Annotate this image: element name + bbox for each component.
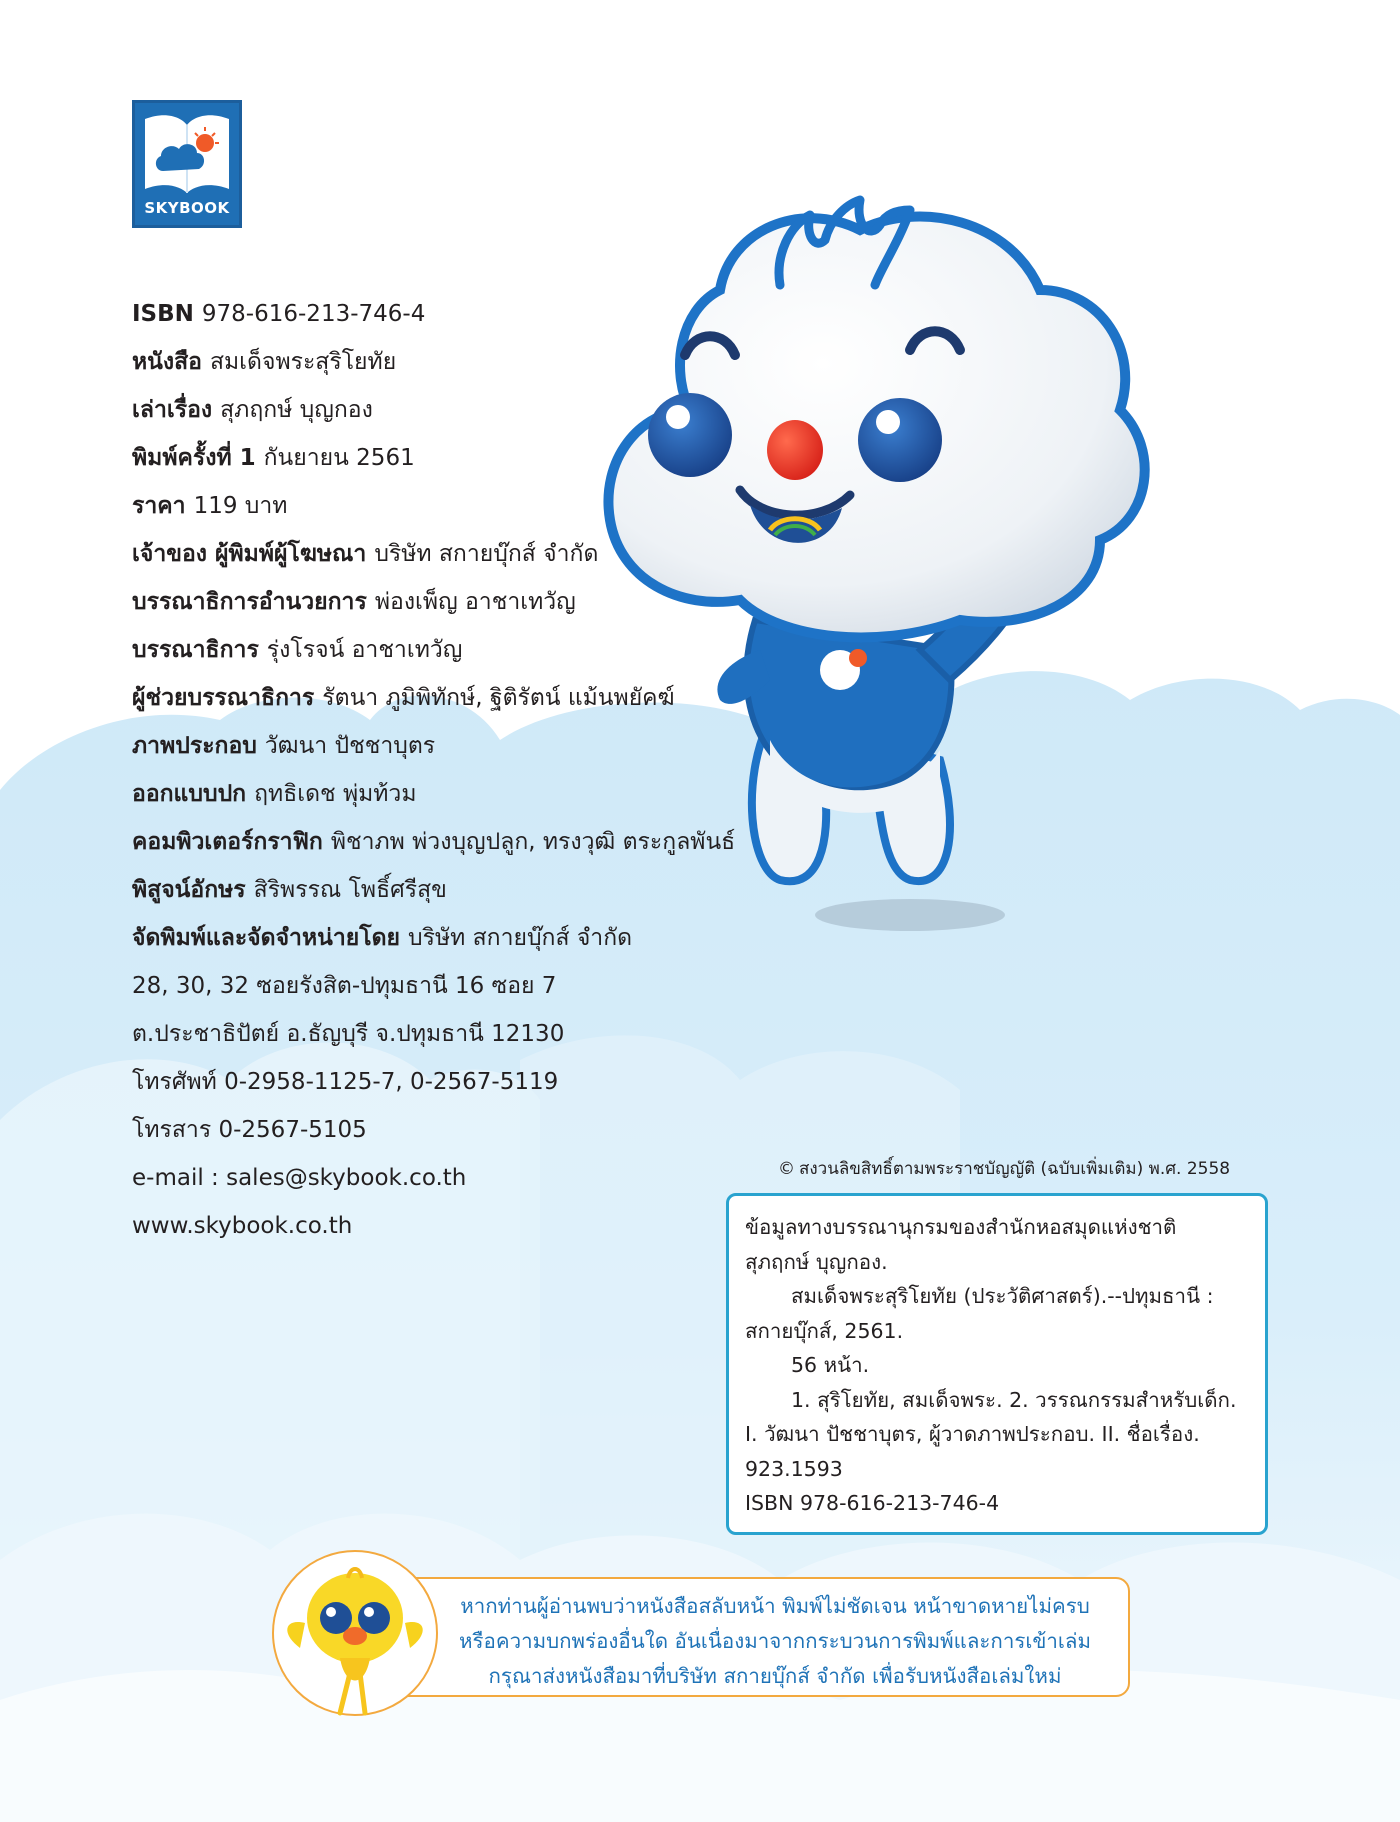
credit-label: หนังสือ bbox=[132, 349, 202, 375]
phone-line: โทรศัพท์ 0-2958-1125-7, 0-2567-5119 bbox=[132, 1069, 559, 1095]
credit-value: ฤทธิเดช พุ่มท้วม bbox=[254, 781, 417, 807]
cip-line: ISBN 978-616-213-746-4 bbox=[745, 1491, 1000, 1515]
cip-line: สกายบุ๊กส์, 2561. bbox=[745, 1318, 904, 1343]
cip-line: 923.1593 bbox=[745, 1456, 843, 1481]
credit-label: ราคา bbox=[132, 493, 186, 519]
credit-cover-design bbox=[132, 770, 735, 818]
cataloging-in-publication-box bbox=[726, 1193, 1268, 1535]
fax-line: โทรสาร 0-2567-5105 bbox=[132, 1117, 367, 1143]
credit-author bbox=[132, 386, 735, 434]
credit-isbn bbox=[132, 290, 735, 338]
logo-text: SKYBOOK bbox=[144, 199, 230, 217]
cip-line: I. วัฒนา ปัชชาบุตร, ผู้วาดภาพประกอบ. II. ชื่อเรื่อง. bbox=[745, 1422, 1200, 1446]
credit-value: รุ่งโรจน์ อาชาเทวัญ bbox=[266, 637, 463, 663]
notice-line: หรือความบกพร่องอื่นใด อันเนื่องมาจากกระบวนการพิมพ์และการเข้าเล่ม bbox=[459, 1629, 1091, 1653]
credit-value: สิริพรรณ โพธิ์ศรีสุข bbox=[253, 877, 447, 903]
address-line: ต.ประชาธิปัตย์ อ.ธัญบุรี จ.ปทุมธานี 12130 bbox=[132, 1021, 565, 1047]
website-line: www.skybook.co.th bbox=[132, 1213, 353, 1239]
credit-label: บรรณาธิการอำนวยการ bbox=[132, 589, 367, 615]
credit-label: พิมพ์ครั้งที่ 1 bbox=[132, 445, 256, 471]
credit-editor bbox=[132, 626, 735, 674]
credit-value: สมเด็จพระสุริโยทัย bbox=[209, 349, 397, 375]
credit-label: เจ้าของ ผู้พิมพ์ผู้โฆษณา bbox=[132, 541, 367, 567]
credit-distributor bbox=[132, 914, 735, 962]
address-line: 28, 30, 32 ซอยรังสิต-ปทุมธานี 16 ซอย 7 bbox=[132, 973, 557, 999]
credit-value: พ่องเพ็ญ อาชาเทวัญ bbox=[374, 589, 576, 615]
credit-label: ออกแบบปก bbox=[132, 781, 247, 807]
credit-book-title bbox=[132, 338, 735, 386]
cip-line: 56 หน้า. bbox=[791, 1353, 870, 1377]
credit-value: สุภฤกษ์ บุญกอง bbox=[220, 397, 373, 423]
credit-edition bbox=[132, 434, 735, 482]
credit-computer-graphics bbox=[132, 818, 735, 866]
credit-value: พิชาภพ พ่วงบุญปลูก, ทรงวุฒิ ตระกูลพันธ์ bbox=[330, 829, 736, 855]
credit-executive-editor bbox=[132, 578, 735, 626]
credits-list bbox=[132, 290, 735, 1250]
cip-line: 1. สุริโยทัย, สมเด็จพระ. 2. วรรณกรรมสำหรับเด็ก. bbox=[791, 1387, 1237, 1412]
credit-assistant-editor bbox=[132, 674, 735, 722]
credit-label: คอมพิวเตอร์กราฟิก bbox=[132, 829, 323, 855]
credit-label: เล่าเรื่อง bbox=[132, 397, 213, 423]
credit-value: บริษัท สกายบุ๊กส์ จำกัด bbox=[408, 925, 633, 951]
credit-label: ผู้ช่วยบรรณาธิการ bbox=[132, 685, 315, 711]
credit-proofreader bbox=[132, 866, 735, 914]
copyright-text: สงวนลิขสิทธิ์ตามพระราชบัญญัติ (ฉบับเพิ่มเติม) พ.ศ. 2558 bbox=[799, 1159, 1231, 1179]
notice-line: หากท่านผู้อ่านพบว่าหนังสือสลับหน้า พิมพ์ไม่ชัดเจน หน้าขาดหายไม่ครบ bbox=[460, 1594, 1090, 1618]
credit-label: พิสูจน์อักษร bbox=[132, 877, 246, 903]
credit-price bbox=[132, 482, 735, 530]
credit-illustrator bbox=[132, 722, 735, 770]
credit-value: 978-616-213-746-4 bbox=[201, 301, 426, 327]
credit-value: รัตนา ภูมิพิทักษ์, ฐิติรัตน์ แม้นพยัคฆ์ bbox=[322, 685, 675, 711]
credit-value: วัฒนา ปัชชาบุตร bbox=[264, 733, 436, 759]
notice-line: กรุณาส่งหนังสือมาที่บริษัท สกายบุ๊กส์ จำกัด เพื่อรับหนังสือเล่มใหม่ bbox=[488, 1664, 1062, 1688]
copyright-notice bbox=[778, 1155, 1230, 1182]
skybook-logo bbox=[132, 100, 242, 228]
credit-label: ISBN bbox=[132, 301, 194, 327]
cip-line: สุภฤกษ์ บุญกอง. bbox=[745, 1249, 888, 1274]
cip-line: สมเด็จพระสุริโยทัย (ประวัติศาสตร์).--ปทุมธานี : bbox=[791, 1284, 1214, 1308]
credit-label: จัดพิมพ์และจัดจำหน่ายโดย bbox=[132, 925, 401, 951]
credit-value: บริษัท สกายบุ๊กส์ จำกัด bbox=[374, 541, 599, 567]
bird-mascot-illustration bbox=[270, 1538, 440, 1728]
copyright-symbol: © bbox=[778, 1159, 795, 1179]
credit-label: บรรณาธิการ bbox=[132, 637, 259, 663]
email-line: e-mail : sales@skybook.co.th bbox=[132, 1165, 467, 1191]
credit-label: ภาพประกอบ bbox=[132, 733, 257, 759]
credit-value: กันยายน 2561 bbox=[263, 445, 415, 471]
credit-publisher bbox=[132, 530, 735, 578]
credit-value: 119 บาท bbox=[193, 493, 288, 519]
cloud-sun-book-icon bbox=[141, 109, 233, 197]
cip-line: ข้อมูลทางบรรณานุกรมของสำนักหอสมุดแห่งชาติ bbox=[745, 1215, 1177, 1239]
